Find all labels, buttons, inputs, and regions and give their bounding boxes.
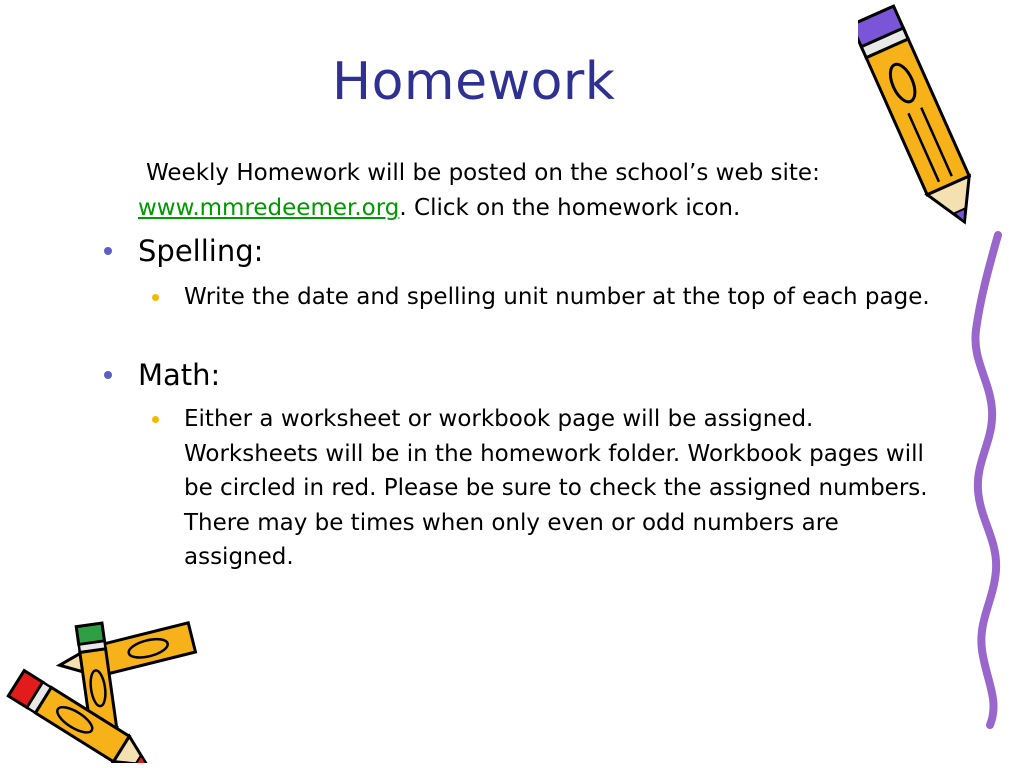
intro-line: Weekly Homework will be posted on the school’s web site: [146, 160, 820, 186]
sub-bullet-icon [152, 294, 159, 301]
sub-bullet-icon [152, 416, 159, 423]
bullet-icon [104, 371, 112, 379]
intro-paragraph [138, 156, 928, 226]
squiggle-decoration [968, 230, 1008, 730]
section-math [100, 358, 220, 392]
section-heading: Math: [138, 358, 221, 392]
slide-title: Homework [332, 52, 616, 112]
math-item [152, 402, 932, 575]
item-text: Write the date and spelling unit number at the top of each page. [184, 284, 930, 310]
item-text: Either a worksheet or workbook page will be assigned. Worksheets will be in the homework folder. Workbook pages will be circled in red. Please be sure to check the assigned numbers. There may be times when only even or odd numbers are assigned. [184, 406, 928, 570]
bullet-icon [104, 247, 112, 255]
intro-link-line [138, 191, 928, 226]
section-heading: Spelling: [138, 234, 264, 268]
school-website-link[interactable]: www.mmredeemer.org [138, 195, 400, 221]
crossed-pencils-clipart [0, 618, 210, 763]
intro-after-link: . Click on the homework icon. [399, 195, 741, 221]
section-spelling [100, 234, 263, 268]
spelling-item [152, 280, 932, 315]
